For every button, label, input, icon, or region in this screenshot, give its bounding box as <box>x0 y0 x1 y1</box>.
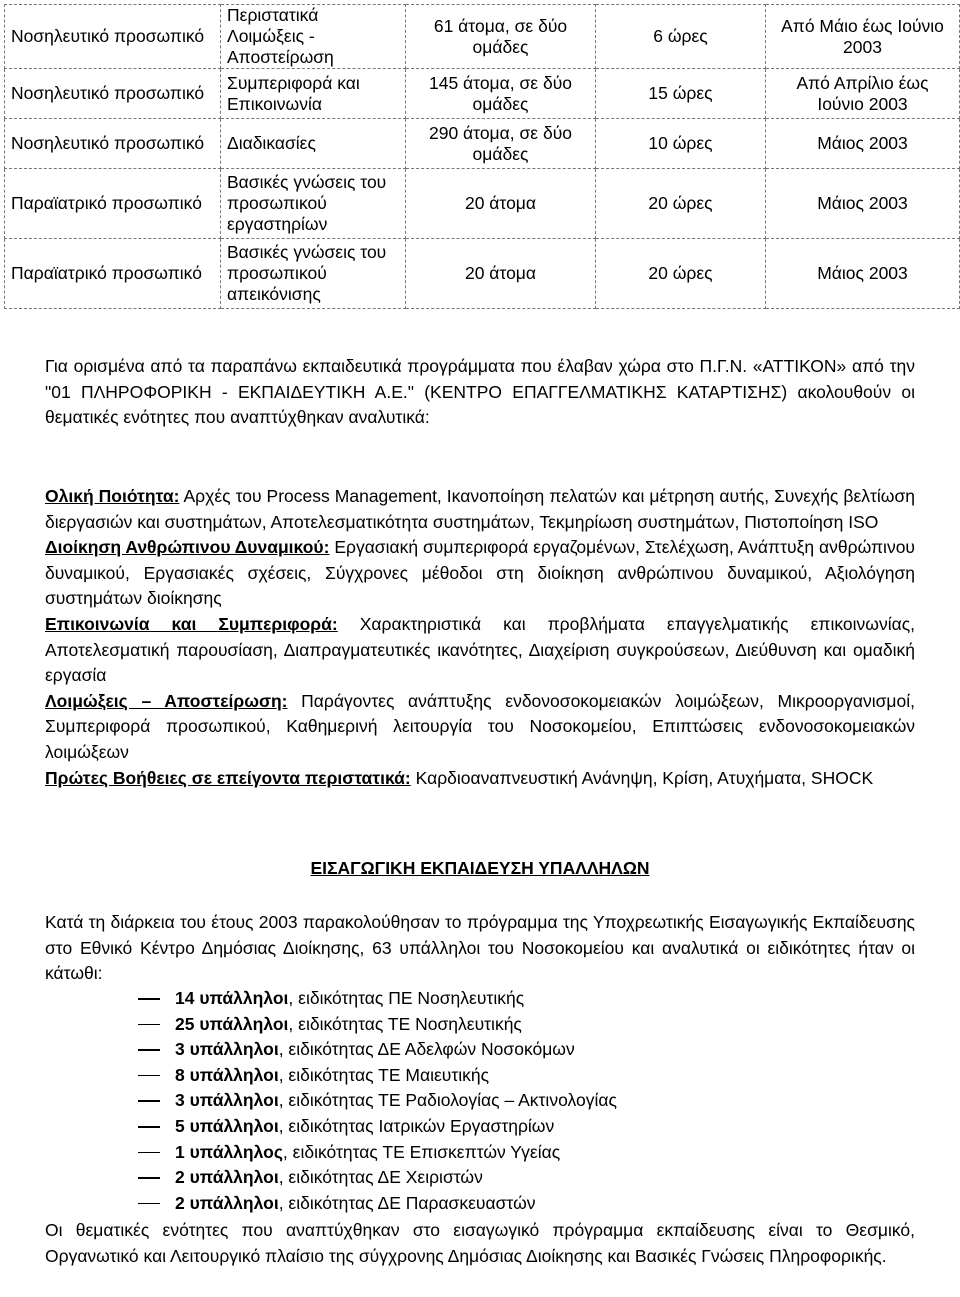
section-intro-block <box>45 910 915 987</box>
closing-paragraph: Οι θεματικές ενότητες που αναπτύχθηκαν στο εισαγωγικό πρόγραμμα εκπαίδευσης είναι το Θεσμικό, Οργανωτικό και Λειτουργικό πλαίσιο της σύγχρονης Δημόσιας Διοίκησης και Βασικές Γνώσεις Πληροφορικής. <box>45 1220 915 1266</box>
period-cell: Μάιος 2003 <box>766 119 960 169</box>
topic-cell: Συμπεριφορά και Επικοινωνία <box>221 69 406 119</box>
module-text: Αρχές του Process Management, Ικανοποίηση πελατών και μέτρηση αυτής, Συνεχής βελτίωση διεργασιών και συστημάτων, Αποτελεσματικότητα συστημάτων, Τεκμηρίωση συστημάτων, Πιστοποίηση ISO <box>45 486 915 532</box>
people-cell: 20 άτομα <box>406 169 596 239</box>
module-first-aid <box>45 766 915 792</box>
period-cell: Από Απρίλιο έως Ιούνιο 2003 <box>766 69 960 119</box>
dash-bullet <box>138 1049 160 1051</box>
dash-bullet <box>138 1075 160 1077</box>
table-row <box>5 119 960 169</box>
dash-bullet <box>138 998 160 1000</box>
section-intro: Κατά τη διάρκεια του έτους 2003 παρακολούθησαν το πρόγραμμα της Υποχρεωτικής Εισαγωγικής Εκπαίδευσης στο Εθνικό Κέντρο Δημόσιας Διοίκησης, 63 υπάλληλοι του Νοσοκομείου και αναλυτικά οι ειδικότητες ήταν οι κάτωθι: <box>45 912 915 984</box>
table-row <box>5 169 960 239</box>
hours-cell: 6 ώρες <box>596 5 766 69</box>
module-infections <box>45 689 915 766</box>
staff-list <box>45 986 915 1216</box>
list-item: 2 υπάλληλοι, ειδικότητας ΔΕ Παρασκευαστών <box>45 1191 915 1217</box>
module-text: Χαρακτηριστικά και προβλήματα επαγγελματικής επικοινωνίας, Αποτελεσματική παρουσίαση, Διαπραγματευτικές ικανότητες, Διαχείριση συγκρούσεων, Διεύθυνση και ομαδική εργασία <box>45 613 915 686</box>
intro-block <box>45 354 915 431</box>
module-quality <box>45 484 915 535</box>
hours-cell: 20 ώρες <box>596 169 766 239</box>
module-text: Παράγοντες ανάπτυξης ενδονοσοκομειακών λοιμώξεων, Μικροοργανισμοί, Συμπεριφορά προσωπικού, Καθημερινή λειτουργία του Νοσοκομείου, Επιπτώσεις ενδονοσοκομειακών λοιμώξεων <box>45 690 915 762</box>
list-item: 25 υπάλληλοι, ειδικότητας ΤΕ Νοσηλευτικής <box>45 1012 915 1038</box>
training-table <box>4 4 960 309</box>
topic-cell: Διαδικασίες <box>221 119 406 169</box>
intro-paragraph: Για ορισμένα από τα παραπάνω εκπαιδευτικά προγράμματα που έλαβαν χώρα στο Π.Γ.Ν. «ΑΤΤΙΚΟΝ» από την "01 ΠΛΗΡΟΦΟΡΙΚΗ - ΕΚΠΑΙΔΕΥΤΙΚΗ Α.Ε." (ΚΕΝΤΡΟ ΕΠΑΓΓΕΛΜΑΤΙΚΗΣ ΚΑΤΑΡΤΙΣΗΣ) ακολουθούν οι θεματικές ενότητες που αναπτύχθηκαν αναλυτικά: <box>45 356 915 428</box>
module-hr <box>45 535 915 612</box>
table-row <box>5 69 960 119</box>
people-cell: 20 άτομα <box>406 239 596 309</box>
people-cell: 290 άτομα, σε δύο ομάδες <box>406 119 596 169</box>
staff-cell: Παραϊατρικό προσωπικό <box>5 169 221 239</box>
module-title: Διοίκηση Ανθρώπινου Δυναμικού: <box>45 537 330 558</box>
list-item: 3 υπάλληλοι, ειδικότητας ΔΕ Αδελφών Νοσοκόμων <box>45 1037 915 1063</box>
staff-cell: Νοσηλευτικό προσωπικό <box>5 5 221 69</box>
staff-list-block <box>45 986 915 1216</box>
module-title: Ολική Ποιότητα: <box>45 486 180 506</box>
topic-cell: Βασικές γνώσεις του προσωπικού απεικόνισης <box>221 239 406 309</box>
module-communication <box>45 612 915 689</box>
period-cell: Μάιος 2003 <box>766 169 960 239</box>
hours-cell: 10 ώρες <box>596 119 766 169</box>
dash-bullet <box>138 1152 160 1154</box>
list-item: 1 υπάλληλος, ειδικότητας ΤΕ Επισκεπτών Υγείας <box>45 1140 915 1166</box>
list-item: 3 υπάλληλοι, ειδικότητας ΤΕ Ραδιολογίας – Ακτινολογίας <box>45 1088 915 1114</box>
dash-bullet <box>138 1177 160 1179</box>
list-item: 2 υπάλληλοι, ειδικότητας ΔΕ Χειριστών <box>45 1165 915 1191</box>
list-item: 14 υπάλληλοι, ειδικότητας ΠΕ Νοσηλευτικής <box>45 986 915 1012</box>
hours-cell: 20 ώρες <box>596 239 766 309</box>
hours-cell: 15 ώρες <box>596 69 766 119</box>
dash-bullet <box>138 1126 160 1128</box>
module-title: Λοιμώξεις – Αποστείρωση: <box>45 690 288 711</box>
dash-bullet <box>138 1024 160 1026</box>
table-row <box>5 239 960 309</box>
module-title: Πρώτες Βοήθειες σε επείγοντα περιστατικά: <box>45 767 411 788</box>
section-title: ΕΙΣΑΓΩΓΙΚΗ ΕΚΠΑΙΔΕΥΣΗ ΥΠΑΛΛΗΛΩΝ <box>310 858 650 878</box>
list-item: 5 υπάλληλοι, ειδικότητας Ιατρικών Εργαστηρίων <box>45 1114 915 1140</box>
list-item: 8 υπάλληλοι, ειδικότητας ΤΕ Μαιευτικής <box>45 1063 915 1089</box>
module-text: Εργασιακή συμπεριφορά εργαζομένων, Στελέχωση, Ανάπτυξη ανθρώπινου δυναμικού, Εργασιακές σχέσεις, Σύγχρονες μέθοδοι στη διοίκηση ανθρώπινου δυναμικού, Αξιολόγηση συστημάτων διοίκησης <box>45 537 916 609</box>
closing-block <box>45 1218 915 1269</box>
people-cell: 145 άτομα, σε δύο ομάδες <box>406 69 596 119</box>
period-cell: Από Μάιο έως Ιούνιο 2003 <box>766 5 960 69</box>
topic-cell: Βασικές γνώσεις του προσωπικού εργαστηρίων <box>221 169 406 239</box>
table-row <box>5 5 960 69</box>
people-cell: 61 άτομα, σε δύο ομάδες <box>406 5 596 69</box>
staff-cell: Παραϊατρικό προσωπικό <box>5 239 221 309</box>
dash-bullet <box>138 1203 160 1205</box>
staff-cell: Νοσηλευτικό προσωπικό <box>5 69 221 119</box>
module-title: Επικοινωνία και Συμπεριφορά: <box>45 613 338 634</box>
module-text: Καρδιοαναπνευστική Ανάνηψη, Κρίση, Ατυχήματα, SHOCK <box>410 767 874 788</box>
period-cell: Μάιος 2003 <box>766 239 960 309</box>
staff-cell: Νοσηλευτικό προσωπικό <box>5 119 221 169</box>
dash-bullet <box>138 1100 160 1102</box>
topic-cell: Περιστατικά Λοιμώξεις - Αποστείρωση <box>221 5 406 69</box>
modules-block <box>45 484 915 791</box>
